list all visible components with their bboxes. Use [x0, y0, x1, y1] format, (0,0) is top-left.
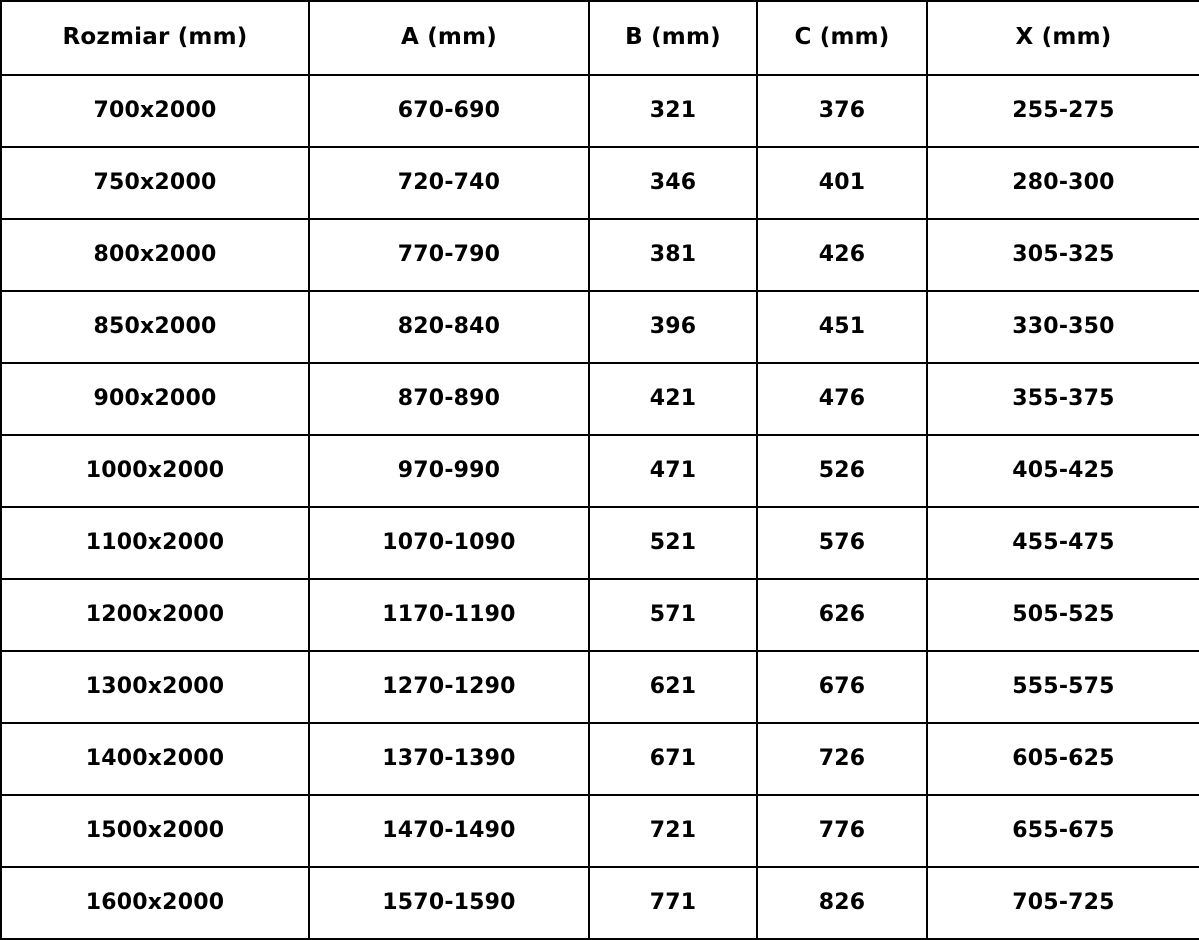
cell-a: 970-990 — [309, 435, 589, 507]
cell-c: 676 — [757, 651, 927, 723]
cell-size: 1300x2000 — [1, 651, 309, 723]
table-row — [1, 219, 1199, 291]
table-row — [1, 507, 1199, 579]
column-header-rozmiar: Rozmiar (mm) — [1, 1, 309, 75]
cell-x: 455-475 — [927, 507, 1199, 579]
cell-b: 471 — [589, 435, 757, 507]
cell-x: 405-425 — [927, 435, 1199, 507]
cell-size: 700x2000 — [1, 75, 309, 147]
column-header-b: B (mm) — [589, 1, 757, 75]
cell-a: 870-890 — [309, 363, 589, 435]
cell-a: 820-840 — [309, 291, 589, 363]
cell-b: 571 — [589, 579, 757, 651]
cell-b: 321 — [589, 75, 757, 147]
table-row — [1, 363, 1199, 435]
cell-b: 621 — [589, 651, 757, 723]
cell-size: 1200x2000 — [1, 579, 309, 651]
cell-b: 771 — [589, 867, 757, 939]
cell-size: 800x2000 — [1, 219, 309, 291]
column-header-a: A (mm) — [309, 1, 589, 75]
cell-size: 1100x2000 — [1, 507, 309, 579]
cell-size: 1500x2000 — [1, 795, 309, 867]
cell-c: 426 — [757, 219, 927, 291]
cell-x: 280-300 — [927, 147, 1199, 219]
cell-c: 476 — [757, 363, 927, 435]
cell-c: 726 — [757, 723, 927, 795]
table-header-row — [1, 1, 1199, 75]
cell-x: 355-375 — [927, 363, 1199, 435]
cell-c: 776 — [757, 795, 927, 867]
cell-c: 451 — [757, 291, 927, 363]
cell-a: 670-690 — [309, 75, 589, 147]
cell-a: 1070-1090 — [309, 507, 589, 579]
cell-c: 526 — [757, 435, 927, 507]
cell-c: 826 — [757, 867, 927, 939]
cell-a: 1570-1590 — [309, 867, 589, 939]
cell-a: 1170-1190 — [309, 579, 589, 651]
cell-size: 1600x2000 — [1, 867, 309, 939]
table-row — [1, 795, 1199, 867]
cell-a: 1470-1490 — [309, 795, 589, 867]
cell-b: 396 — [589, 291, 757, 363]
cell-b: 721 — [589, 795, 757, 867]
cell-c: 576 — [757, 507, 927, 579]
cell-b: 346 — [589, 147, 757, 219]
cell-size: 900x2000 — [1, 363, 309, 435]
cell-size: 850x2000 — [1, 291, 309, 363]
cell-c: 376 — [757, 75, 927, 147]
cell-a: 1370-1390 — [309, 723, 589, 795]
table-row — [1, 867, 1199, 939]
cell-b: 381 — [589, 219, 757, 291]
table-header — [1, 1, 1199, 75]
cell-size: 750x2000 — [1, 147, 309, 219]
cell-x: 605-625 — [927, 723, 1199, 795]
cell-a: 770-790 — [309, 219, 589, 291]
cell-x: 655-675 — [927, 795, 1199, 867]
cell-x: 555-575 — [927, 651, 1199, 723]
cell-b: 421 — [589, 363, 757, 435]
cell-a: 1270-1290 — [309, 651, 589, 723]
table-row — [1, 579, 1199, 651]
cell-b: 521 — [589, 507, 757, 579]
cell-x: 505-525 — [927, 579, 1199, 651]
cell-c: 626 — [757, 579, 927, 651]
table-row — [1, 75, 1199, 147]
table-row — [1, 147, 1199, 219]
cell-a: 720-740 — [309, 147, 589, 219]
cell-x: 705-725 — [927, 867, 1199, 939]
cell-size: 1400x2000 — [1, 723, 309, 795]
table-row — [1, 435, 1199, 507]
table-body — [1, 75, 1199, 939]
cell-x: 330-350 — [927, 291, 1199, 363]
cell-size: 1000x2000 — [1, 435, 309, 507]
table-row — [1, 651, 1199, 723]
cell-x: 255-275 — [927, 75, 1199, 147]
column-header-c: C (mm) — [757, 1, 927, 75]
cell-x: 305-325 — [927, 219, 1199, 291]
column-header-x: X (mm) — [927, 1, 1199, 75]
table-row — [1, 291, 1199, 363]
cell-c: 401 — [757, 147, 927, 219]
table-row — [1, 723, 1199, 795]
cell-b: 671 — [589, 723, 757, 795]
